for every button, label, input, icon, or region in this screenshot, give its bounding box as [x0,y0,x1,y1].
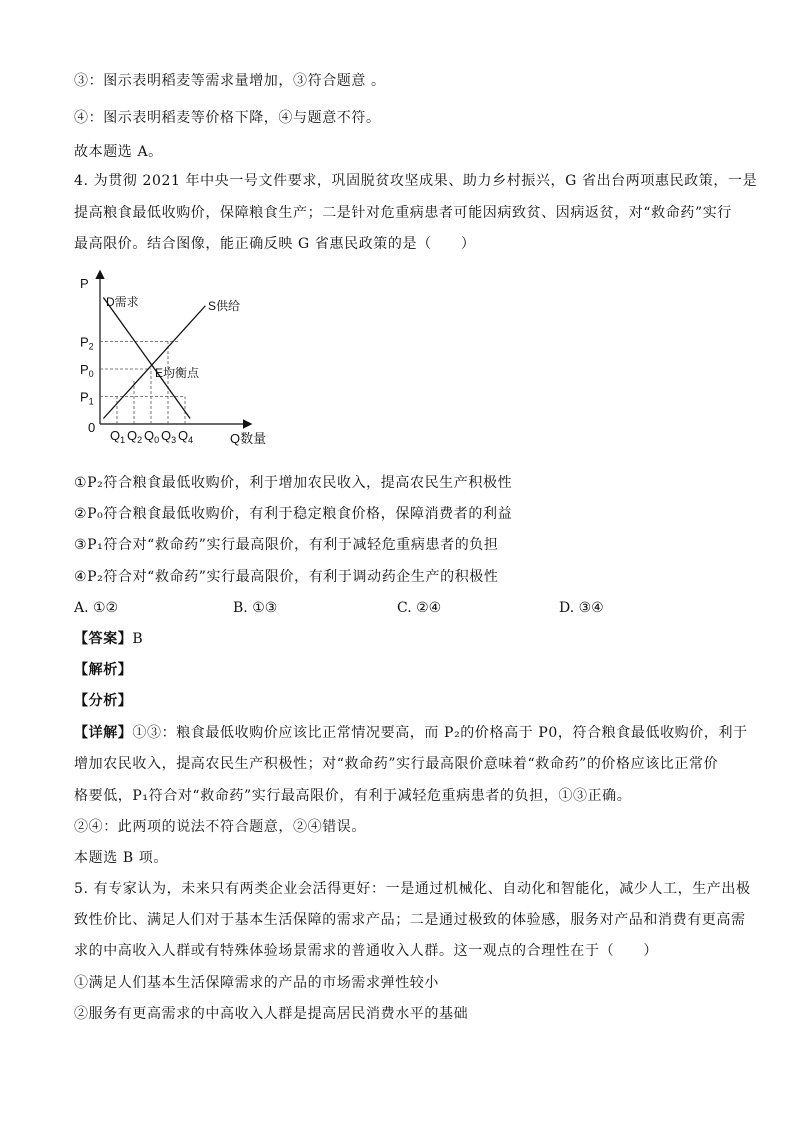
q4-stem-2: 提高粮食最低收购价，保障粮食生产；二是针对危重病患者可能因病致贫、因病返贫，对“救命药”实行 [74,205,732,221]
detail-text-1: ①③：粮食最低收购价应该比正常情况要高，而 P₂的价格高于 P0，符合粮食最低收购价，利于 [132,725,748,741]
x-tick-Q4: $Q_4$ [178,428,194,445]
prev-answer: 故本题选 A。 [74,144,163,160]
q4-statement-1: ①P₂符合粮食最低收购价，利于增加农民收入，提高农民生产积极性 [74,475,513,491]
x-tick-Q2: $Q_2$ [127,428,143,445]
answer-label: 【答案】 [74,631,133,647]
q4-stem-3: 最高限价。结合图像，能正确反映 G 省惠民政策的是（ ） [74,236,476,252]
analysis-label [74,661,132,679]
detail-row-4: ②④：此两项的说法不符合题意，②④错误。 [74,819,366,835]
q4-option-d: D. ③④ [559,600,604,616]
q4-stem-1: 4. 为贯彻 2021 年中央一号文件要求，巩固脱贫攻坚成果、助力乡村振兴，G 省出台两项惠民政策，一是 [74,173,758,189]
detail-row-2: 增加农民收入，提高农民生产积极性；对“救命药”实行最高限价意味着“救命药”的价格应该比正常价 [74,756,719,772]
prev-line-3: ③：图示表明稻麦等需求量增加，③符合题意 。 [74,73,386,89]
x-tick-Q0: $Q_0$ [144,428,160,445]
q4-conclusion: 本题选 B 项。 [74,850,168,866]
q4-statement-4: ④P₂符合对“救命药”实行最高限价，有利于调动药企生产的积极性 [74,569,499,585]
equilibrium-label: E均衡点 [155,366,200,380]
fenxi-label-text: 【分析】 [74,693,133,709]
origin-label: 0 [88,420,96,435]
q4-option-a: A. ①② [74,600,119,616]
q4-statement-3: ③P₁符合对“救命药”实行最高限价，有利于减轻危重病患者的负担 [74,537,499,553]
x-tick-Q3: $Q_3$ [161,428,177,445]
analysis-label-text: 【解析】 [74,662,133,678]
series-line-supply [103,306,205,419]
detail-label: 【详解】 [74,725,133,741]
series-line-demand [103,298,190,419]
y-axis-label: P [80,276,89,291]
prev-line-4: ④：图示表明稻麦等价格下降，④与题意不符。 [74,110,381,126]
q4-statement-2: ②P₀符合粮食最低收购价，有利于稳定粮食价格，保障消费者的利益 [74,506,513,522]
q5-statement-2: ②服务有更高需求的中高收入人群是提高居民消费水平的基础 [74,1006,469,1022]
series-label-demand: D需求 [106,295,139,309]
q4-answer-row [74,630,143,648]
q4-option-b: B. ①③ [233,600,278,616]
y-tick-P2: $P_2$ [80,334,94,352]
q5-stem-3: 求的中高收入人群或有特殊体验场景需求的普通收入人群。这一观点的合理性在于（ ） [74,943,658,959]
y-tick-P1: $P_1$ [80,389,94,407]
x-axis-label: Q数量 [230,431,267,446]
detail-row-1 [74,724,748,742]
x-tick-Q1: $Q_1$ [110,428,126,445]
series-label-supply: S供给 [208,299,241,313]
q5-stem-2: 致性价比、满足人们对于基本生活保障的需求产品；二是通过极致的体验感，服务对产品和消费有更高需 [74,912,746,928]
q5-stem-1: 5. 有专家认为，未来只有两类企业会活得更好：一是通过机械化、自动化和智能化，减少人工，生产出极 [74,881,751,897]
q5-statement-1: ①满足人们基本生活保障需求的产品的市场需求弹性较小 [74,975,439,991]
q4-option-c: C. ②④ [397,600,442,616]
detail-row-3: 格要低，P₁符合对“救命药”实行最高限价，有利于减轻危重病患者的负担，①③正确。 [74,788,632,804]
y-tick-P0: $P_0$ [80,362,94,379]
fenxi-label [74,692,132,710]
supply-demand-chart [74,268,294,450]
answer-value: B [132,631,144,647]
